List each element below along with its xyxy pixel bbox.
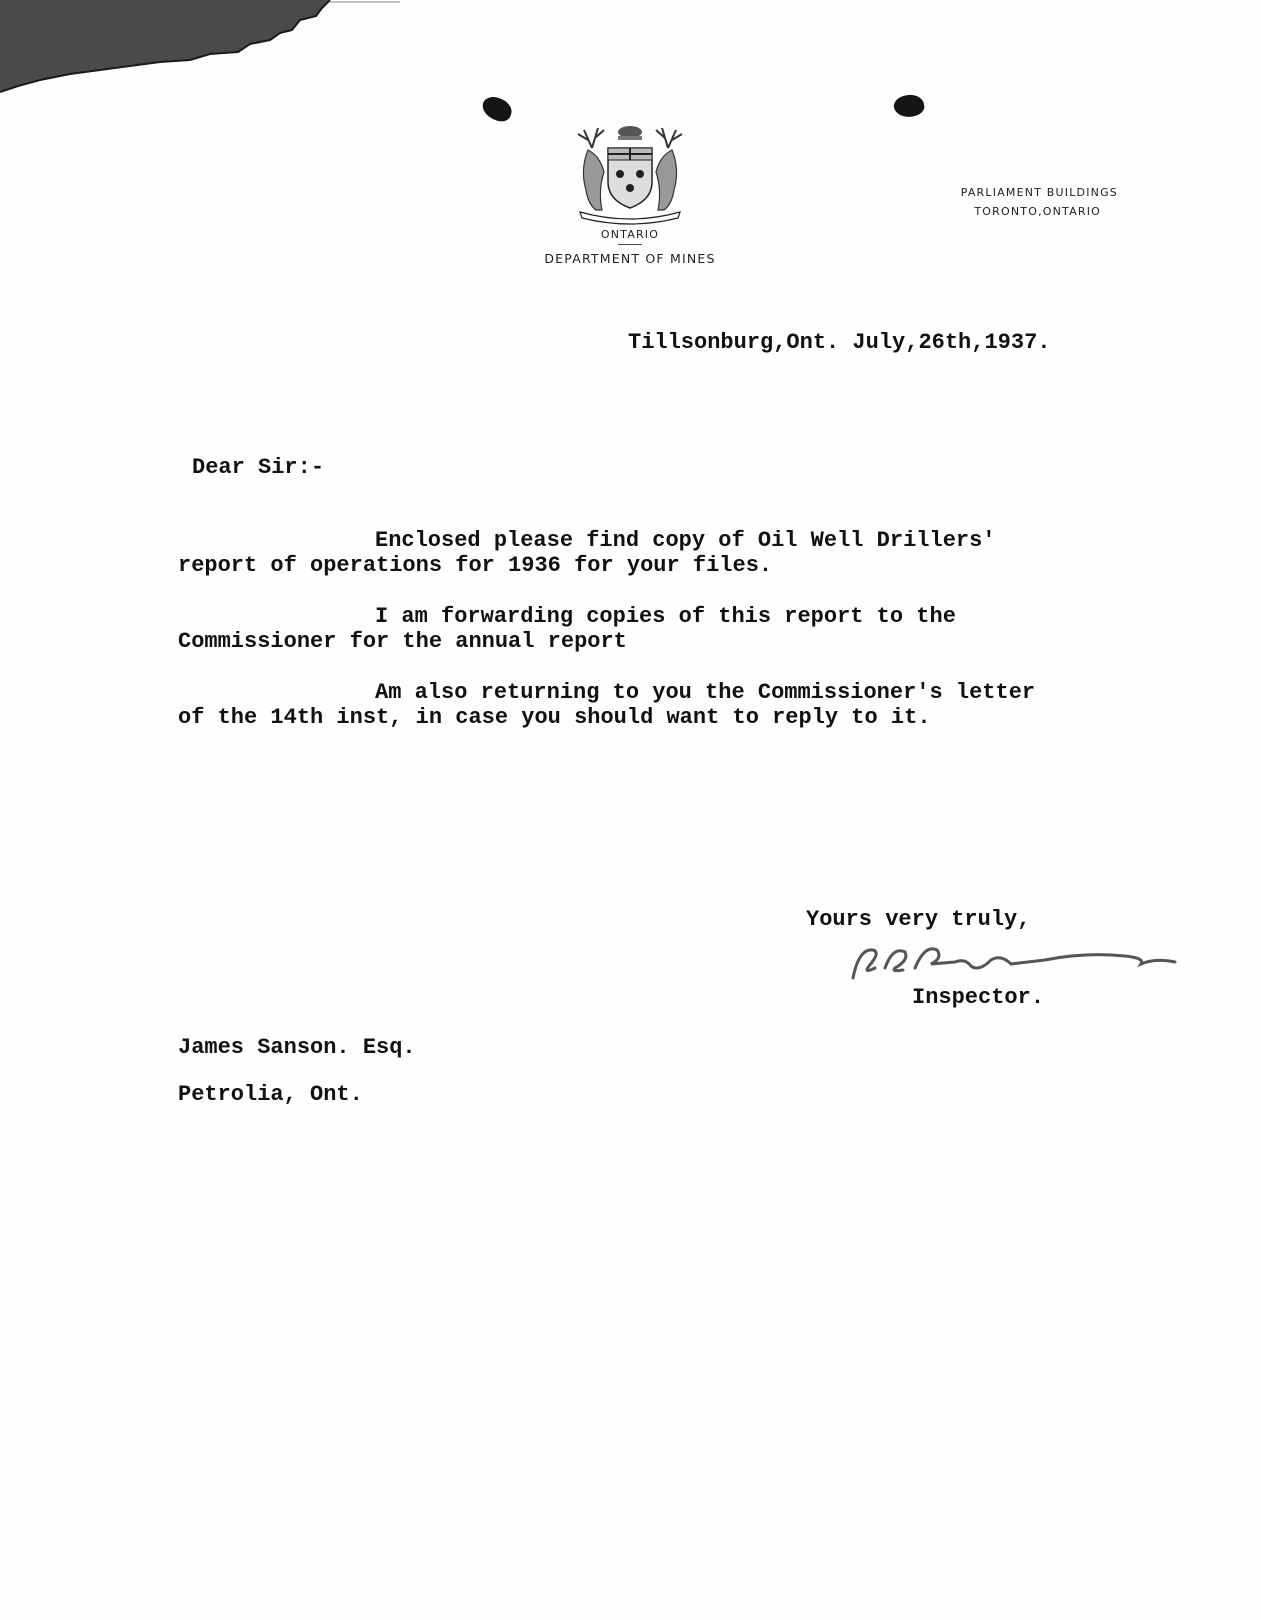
- letterhead-address-line1: PARLIAMENT BUILDINGS: [960, 186, 1118, 199]
- punch-hole-right: [892, 92, 926, 120]
- paragraph-1-line-1: Enclosed please find copy of Oil Well Drillers': [375, 528, 996, 553]
- recipient-place: Petrolia, Ont.: [178, 1082, 363, 1107]
- paragraph-2-line-2: Commissioner for the annual report: [178, 629, 627, 654]
- closing: Yours very truly,: [806, 907, 1031, 932]
- salutation: Dear Sir:-: [192, 455, 325, 480]
- letterhead-address-line2: TORONTO,ONTARIO: [974, 205, 1101, 218]
- signer-title: Inspector.: [912, 985, 1045, 1010]
- letterhead-province: ONTARIO: [600, 228, 660, 241]
- punch-hole-left: [479, 94, 514, 124]
- torn-corner: [0, 0, 420, 110]
- paragraph-2-line-1: I am forwarding copies of this report to the: [375, 604, 956, 629]
- paragraph-3-line-2: of the 14th inst, in case you should want to reply to it.: [178, 705, 931, 730]
- letterhead-divider: [618, 244, 642, 245]
- recipient-name: James Sanson. Esq.: [178, 1035, 416, 1060]
- coat-of-arms-icon: [570, 120, 690, 226]
- letterhead-department: DEPARTMENT OF MINES: [544, 251, 716, 266]
- paragraph-1-line-2: report of operations for 1936 for your files.: [178, 553, 773, 578]
- dateline: Tillsonburg,Ont. July,26th,1937.: [628, 330, 1051, 355]
- paragraph-3-line-1: Am also returning to you the Commissioner's letter: [375, 680, 1036, 705]
- handwritten-signature: [845, 938, 1185, 988]
